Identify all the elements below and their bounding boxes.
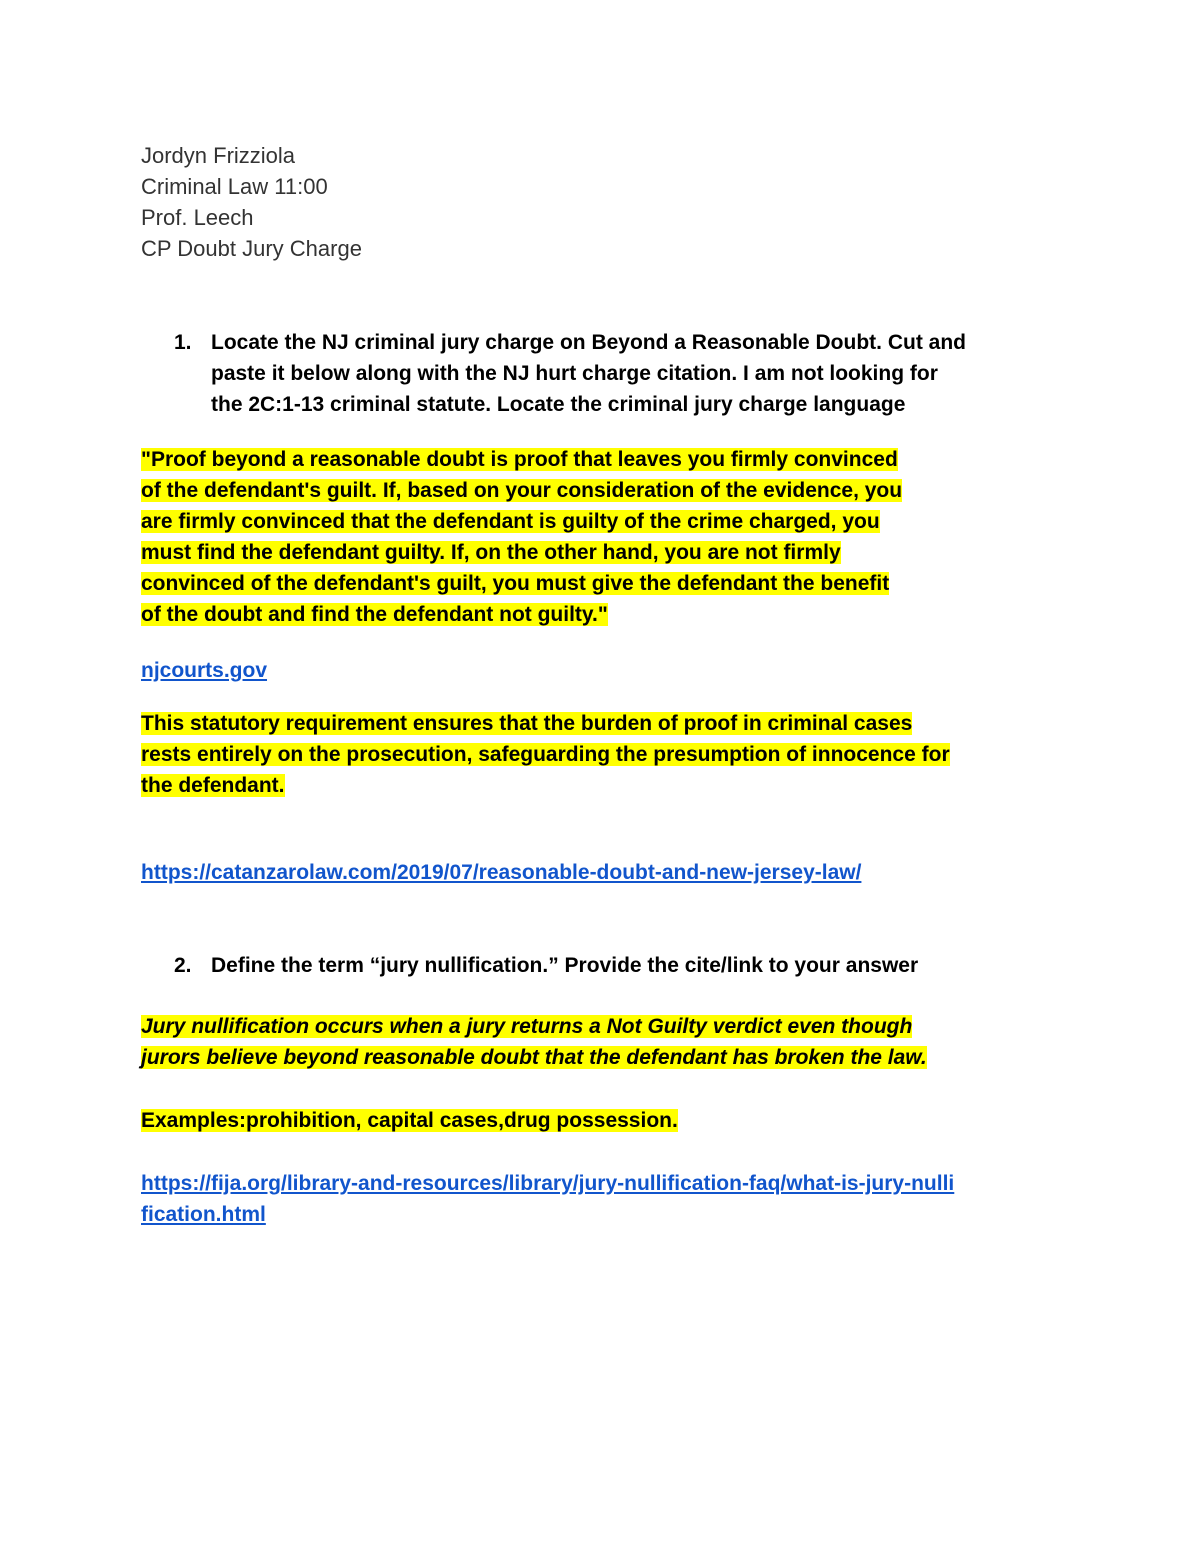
- question-1-line: the 2C:1-13 criminal statute. Locate the criminal jury charge language: [211, 393, 906, 416]
- question-1-line: Locate the NJ criminal jury charge on Beyond a Reasonable Doubt. Cut and: [211, 331, 966, 354]
- definition-line: Jury nullification occurs when a jury returns a Not Guilty verdict even though: [141, 1015, 913, 1038]
- njcourts-link[interactable]: njcourts.gov: [141, 659, 268, 682]
- quote-line: of the doubt and find the defendant not guilty.": [141, 603, 608, 626]
- question-1-number: 1.: [174, 331, 192, 354]
- quote-line: are firmly convinced that the defendant is guilty of the crime charged, you: [141, 510, 880, 533]
- explanation-line: This statutory requirement ensures that the burden of proof in criminal cases: [141, 712, 913, 735]
- course-name: Criminal Law 11:00: [141, 174, 328, 199]
- examples-text: Examples:prohibition, capital cases,drug possession.: [141, 1109, 678, 1132]
- quote-line: "Proof beyond a reasonable doubt is proof that leaves you firmly convinced: [141, 448, 898, 471]
- examples-paragraph: [141, 1105, 678, 1136]
- fija-link-line[interactable]: fication.html: [141, 1203, 266, 1226]
- question-2-number: 2.: [174, 954, 192, 977]
- explanation-paragraph: [141, 708, 950, 801]
- quote-line: must find the defendant guilty. If, on the other hand, you are not firmly: [141, 541, 841, 564]
- professor-name: Prof. Leech: [141, 205, 254, 230]
- question-1-line: paste it below along with the NJ hurt charge citation. I am not looking for: [211, 362, 938, 385]
- question-2-text: Define the term “jury nullification.” Provide the cite/link to your answer: [211, 954, 919, 977]
- explanation-line: rests entirely on the prosecution, safeguarding the presumption of innocence for: [141, 743, 950, 766]
- jury-nullification-definition: [141, 1011, 927, 1073]
- jury-charge-quote: [141, 444, 902, 630]
- catanzarolaw-link[interactable]: https://catanzarolaw.com/2019/07/reasonable-doubt-and-new-jersey-law/: [141, 861, 862, 884]
- student-name: Jordyn Frizziola: [141, 143, 296, 168]
- question-1-text: [211, 327, 1081, 420]
- quote-line: of the defendant's guilt. If, based on your consideration of the evidence, you: [141, 479, 903, 502]
- assignment-title: CP Doubt Jury Charge: [141, 236, 362, 261]
- quote-line: convinced of the defendant's guilt, you must give the defendant the benefit: [141, 572, 890, 595]
- fija-link[interactable]: [141, 1168, 954, 1230]
- explanation-line: the defendant.: [141, 774, 285, 797]
- definition-line: jurors believe beyond reasonable doubt that the defendant has broken the law.: [141, 1046, 927, 1069]
- fija-link-line[interactable]: https://fija.org/library-and-resources/library/jury-nullification-faq/what-is-jury-nulli: [141, 1172, 955, 1195]
